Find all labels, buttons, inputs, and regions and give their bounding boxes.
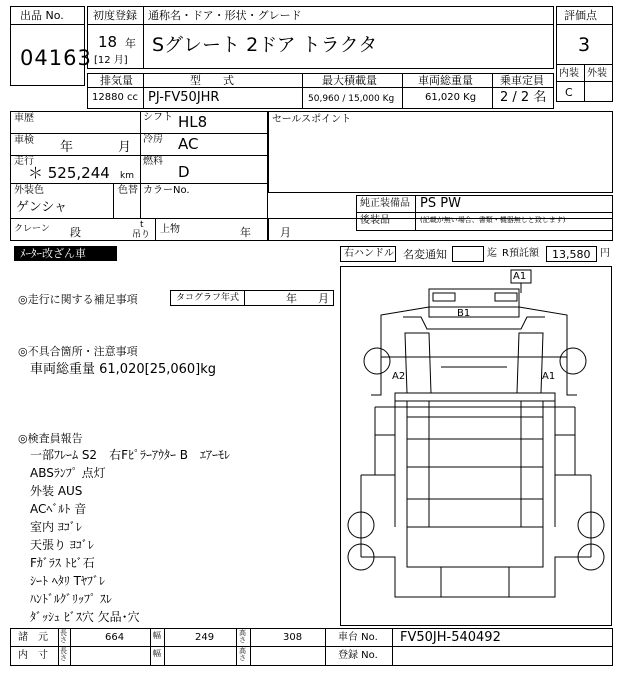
shift-value: HL8 (178, 113, 208, 131)
gross-weight-label: 車両総重量 (418, 74, 473, 87)
dimensions-box (10, 628, 613, 666)
door-right (517, 333, 543, 393)
mark-a2: A2 (392, 371, 406, 382)
chassis-value: FV50JH-540492 (400, 630, 501, 645)
fuel-label: 燃料 (143, 156, 163, 167)
name-change-label: 名変通知 (403, 248, 447, 261)
upper-month: 月 (280, 226, 291, 239)
upper-year: 年 (240, 226, 251, 239)
specs-dim-label: 諸 元 (18, 632, 48, 643)
cab-windshield-line (403, 317, 545, 329)
mark-a1-top: A1 (513, 271, 527, 282)
side-panels (375, 435, 575, 475)
max-load-label: 最大積載量 (322, 74, 377, 87)
color-change-label: 色替 (118, 185, 138, 196)
shift-label: シフト (143, 112, 173, 123)
aftermarket-label: 後装品 (360, 215, 390, 226)
inspection-label: 車検 (14, 135, 34, 146)
fifth-wheel-plate (407, 527, 543, 567)
mileage-label: 走行 (14, 156, 34, 167)
tacho-label: タコグラフ年式 (176, 293, 240, 303)
length-value: 664 (105, 632, 125, 643)
crane-tonnage: t (140, 220, 144, 230)
gross-weight-value: 61,020 Kg (425, 92, 477, 103)
inspector-item: 天張り ﾖｺﾞﾚ (30, 538, 94, 552)
inspection-month: 月 (118, 140, 132, 155)
reg-no-label: 登録 No. (338, 650, 378, 661)
rear-body-bottom (361, 557, 591, 597)
truck-diagram (341, 267, 611, 625)
inspector-label: ◎検査員報告 (18, 432, 83, 445)
name-change-box (452, 246, 484, 262)
first-reg-label: 初度登録 (93, 9, 137, 22)
score-label: 評価点 (564, 9, 597, 22)
r-prepay-label: R預託額 (502, 248, 539, 259)
frame-crossbar (395, 393, 555, 401)
interior-dim-label: 内 寸 (18, 650, 48, 661)
max-load-value: 50,960 / 15,000 Kg (308, 94, 395, 104)
door-left (405, 333, 431, 393)
wheel-front-left (364, 348, 390, 374)
mileage-unit: km (120, 171, 134, 181)
inspector-item: ﾀﾞｯｼｭ ﾋﾞｽ穴 欠品･穴 (30, 610, 140, 624)
crane-hoist: 吊り (132, 230, 151, 240)
displacement-value: 12880 cc (92, 92, 138, 103)
aftermarket-note: (記載が無い場合、書類・機器無しと致します) (420, 216, 566, 224)
width-value: 249 (195, 632, 215, 643)
steering-value: 右ハンドル (344, 248, 394, 259)
inspector-item: ABSﾗﾝﾌﾟ 点灯 (30, 466, 106, 480)
tamper-badge (14, 246, 117, 261)
interior-height-label: 高さ (239, 647, 246, 662)
type-value: PJ-FV50JHR (148, 90, 220, 105)
displacement-label: 排気量 (100, 74, 133, 87)
tamper-label: ﾒｰﾀｰ改ざん車 (20, 247, 86, 260)
crane-label: クレーン (14, 224, 50, 234)
inspection-year: 年 (60, 140, 74, 155)
expiry-label: 迄 (487, 248, 497, 259)
type-label: 型 式 (190, 74, 234, 87)
color-code-label: カラーNo. (143, 185, 190, 196)
r-prepay-value: 13,580 (552, 248, 591, 261)
cab-rear (375, 407, 575, 435)
chassis-label: 車台 No. (338, 632, 378, 643)
tacho-year: 年 (286, 292, 297, 305)
wheel-front-right (560, 348, 586, 374)
interior-length-label: 長さ (60, 647, 67, 662)
inspector-item: 外装 AUS (30, 484, 83, 498)
inspector-item: Fｶﾞﾗｽ ﾄﾋﾞ石 (30, 556, 95, 570)
ext-color-value: ゲンシャ (16, 200, 68, 215)
lot-label: 出品 No. (20, 9, 64, 22)
reg-month: [12 月] (94, 55, 128, 66)
marker-light-right (495, 293, 517, 301)
length-label: 長さ (60, 629, 67, 644)
interior-grade: C (565, 86, 573, 99)
capacity-label: 乗車定員 (500, 74, 544, 87)
model-name: Sグレート 2ドア トラクタ (152, 34, 378, 56)
inner-rails (429, 401, 521, 527)
defect-label: ◎不具合箇所・注意事項 (18, 345, 138, 358)
interior-label: 内装 (559, 68, 579, 79)
cab-sides (371, 315, 577, 395)
frame-cross-members (407, 417, 543, 499)
rear-bumper-lines (441, 567, 509, 597)
equipment-value: PS PW (420, 196, 461, 211)
width-label: 幅 (153, 631, 161, 640)
lot-number: 04163 (20, 46, 92, 70)
height-label: 高さ (239, 629, 246, 644)
inspector-item: ﾊﾝﾄﾞﾙｸﾞﾘｯﾌﾟ ｽﾚ (30, 592, 112, 606)
mark-b1: B1 (457, 308, 471, 319)
inspector-report-list (30, 446, 230, 626)
inspector-item: 一部ﾌﾚｰﾑ S2 右Fﾋﾟﾗｰｱｳﾀｰ B ｴｱｰﾓﾚ (30, 448, 231, 462)
driving-notes-label: ◎走行に関する補足事項 (18, 293, 138, 306)
cab-front (381, 307, 567, 357)
marker-light-left (433, 293, 455, 301)
interior-width-label: 幅 (153, 649, 161, 658)
equipment-label: 純正装備品 (360, 198, 410, 209)
fuel-value: D (178, 163, 190, 181)
ext-color-label: 外装色 (14, 185, 44, 196)
height-value: 308 (283, 632, 303, 643)
exterior-label: 外装 (587, 68, 607, 79)
r-prepay-unit: 円 (600, 248, 610, 259)
score-value: 3 (578, 34, 591, 56)
tacho-month: 月 (318, 292, 329, 305)
name-header: 通称名・ドア・形状・グレード (148, 9, 302, 22)
history-label: 車歴 (14, 113, 34, 124)
cooling-value: AC (178, 135, 199, 153)
cab-floor (429, 357, 519, 367)
mileage-value: ＊ 525,244 (28, 164, 110, 182)
sales-point-label: セールスポイント (272, 114, 352, 125)
inspector-item: ｼｰﾄ ﾍﾀﾘ Tﾔﾌﾞﾚ (30, 574, 105, 588)
upper-label: 上物 (160, 224, 180, 235)
cooling-label: 冷房 (143, 134, 163, 145)
reg-year: 18 (98, 33, 118, 51)
reg-year-unit: 年 (125, 37, 136, 50)
defect-value: 車両総重量 61,020[25,060]kg (30, 362, 217, 377)
frame-rails (395, 401, 555, 527)
crane-stage: 段 (70, 226, 81, 239)
mark-a1-side: A1 (542, 371, 556, 382)
inspector-item: 室内 ﾖｺﾞﾚ (30, 520, 82, 534)
capacity-value: 2 / 2 名 (500, 90, 547, 105)
inspector-item: ACﾍﾞﾙﾄ 音 (30, 502, 87, 516)
